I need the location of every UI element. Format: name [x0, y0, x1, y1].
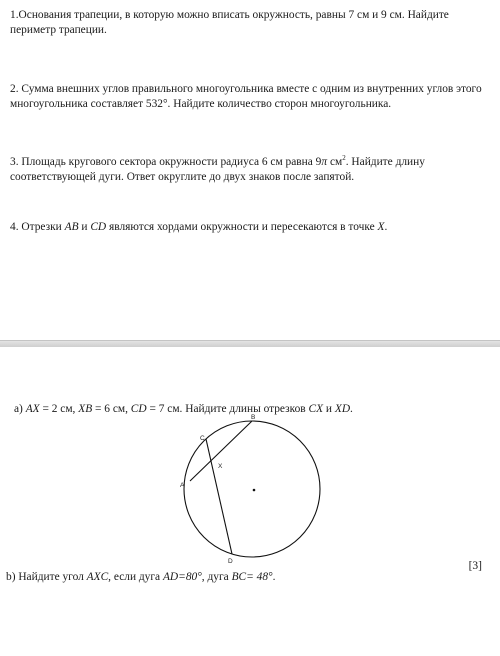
task-3: [10, 151, 488, 185]
task-4-chord-ab: AB: [64, 221, 79, 233]
score-mark: [3]: [468, 560, 482, 572]
label-x: X: [218, 463, 223, 470]
part-a-cx: CX: [308, 403, 324, 415]
label-c: C: [200, 435, 205, 442]
part-a-and: и: [323, 403, 335, 415]
part-b-prefix: b) Найдите угол: [6, 571, 87, 583]
task-3-pi: π: [321, 155, 328, 168]
part-a-xb: XB: [78, 403, 93, 415]
label-d: D: [228, 558, 233, 564]
task-3-text-a: 3. Площадь кругового сектора окружности радиуса 6 см равна: [10, 155, 316, 168]
task-4-chord-cd: CD: [90, 221, 107, 233]
task-4: [10, 220, 488, 235]
chord-cd: [206, 439, 232, 554]
part-a-end: .: [350, 403, 353, 415]
chord-ab: [190, 421, 252, 481]
task-4-end: .: [384, 221, 388, 233]
task-3-area: 9: [315, 155, 322, 168]
part-a-cd-value: = 7 см. Найдите длины отрезков: [146, 403, 309, 415]
part-b-end: .: [272, 571, 276, 583]
circle-diagram: [170, 414, 340, 564]
task-2-text: 2. Сумма внешних углов правильного многоугольника вместе с одним из внутренних углов этого многоугольника составляет 532°. Найдите количество сторон многоугольника.: [10, 83, 482, 110]
circle-diagram-svg: [170, 414, 340, 564]
part-b-mid: , если дуга: [108, 571, 163, 583]
task-4-point-x: X: [377, 221, 385, 233]
task-3-unit: см: [327, 155, 343, 168]
part-a-ax: AX: [25, 403, 40, 415]
task-3-unit-power: 2: [342, 154, 346, 162]
part-a-ax-value: = 2 см,: [39, 403, 79, 415]
part-a-xd: XD: [334, 403, 351, 415]
task-3-text-c: . Найдите длину соответствующей дуги. Ответ округлите до двух знаков после запятой.: [10, 155, 425, 183]
part-a-cd: CD: [130, 403, 147, 415]
task-2: [10, 82, 488, 112]
circle-center-dot: [253, 489, 256, 492]
label-b: B: [251, 414, 256, 421]
task-1-text: 1.Основания трапеции, в которую можно вписать окружность, равны 7 см и 9 см. Найдите периметр трапеции.: [10, 9, 449, 36]
part-b-arc-ad: AD=80°: [162, 571, 202, 583]
task-1: [10, 8, 488, 38]
task-4-and: и: [78, 221, 91, 233]
part-a-prefix: а): [14, 403, 26, 415]
part-b-arc-bc: BC= 48°: [231, 571, 273, 583]
label-a: A: [180, 482, 185, 489]
part-a-xb-value: = 6 см,: [92, 403, 131, 415]
task-4-text-b: являются хордами окружности и пересекаются в точке: [106, 221, 378, 233]
task-4b: [6, 570, 426, 585]
part-b-angle: AXC: [86, 571, 109, 583]
part-b-mid2: , дуга: [201, 571, 232, 583]
task-4-text-a: 4. Отрезки: [10, 221, 65, 233]
